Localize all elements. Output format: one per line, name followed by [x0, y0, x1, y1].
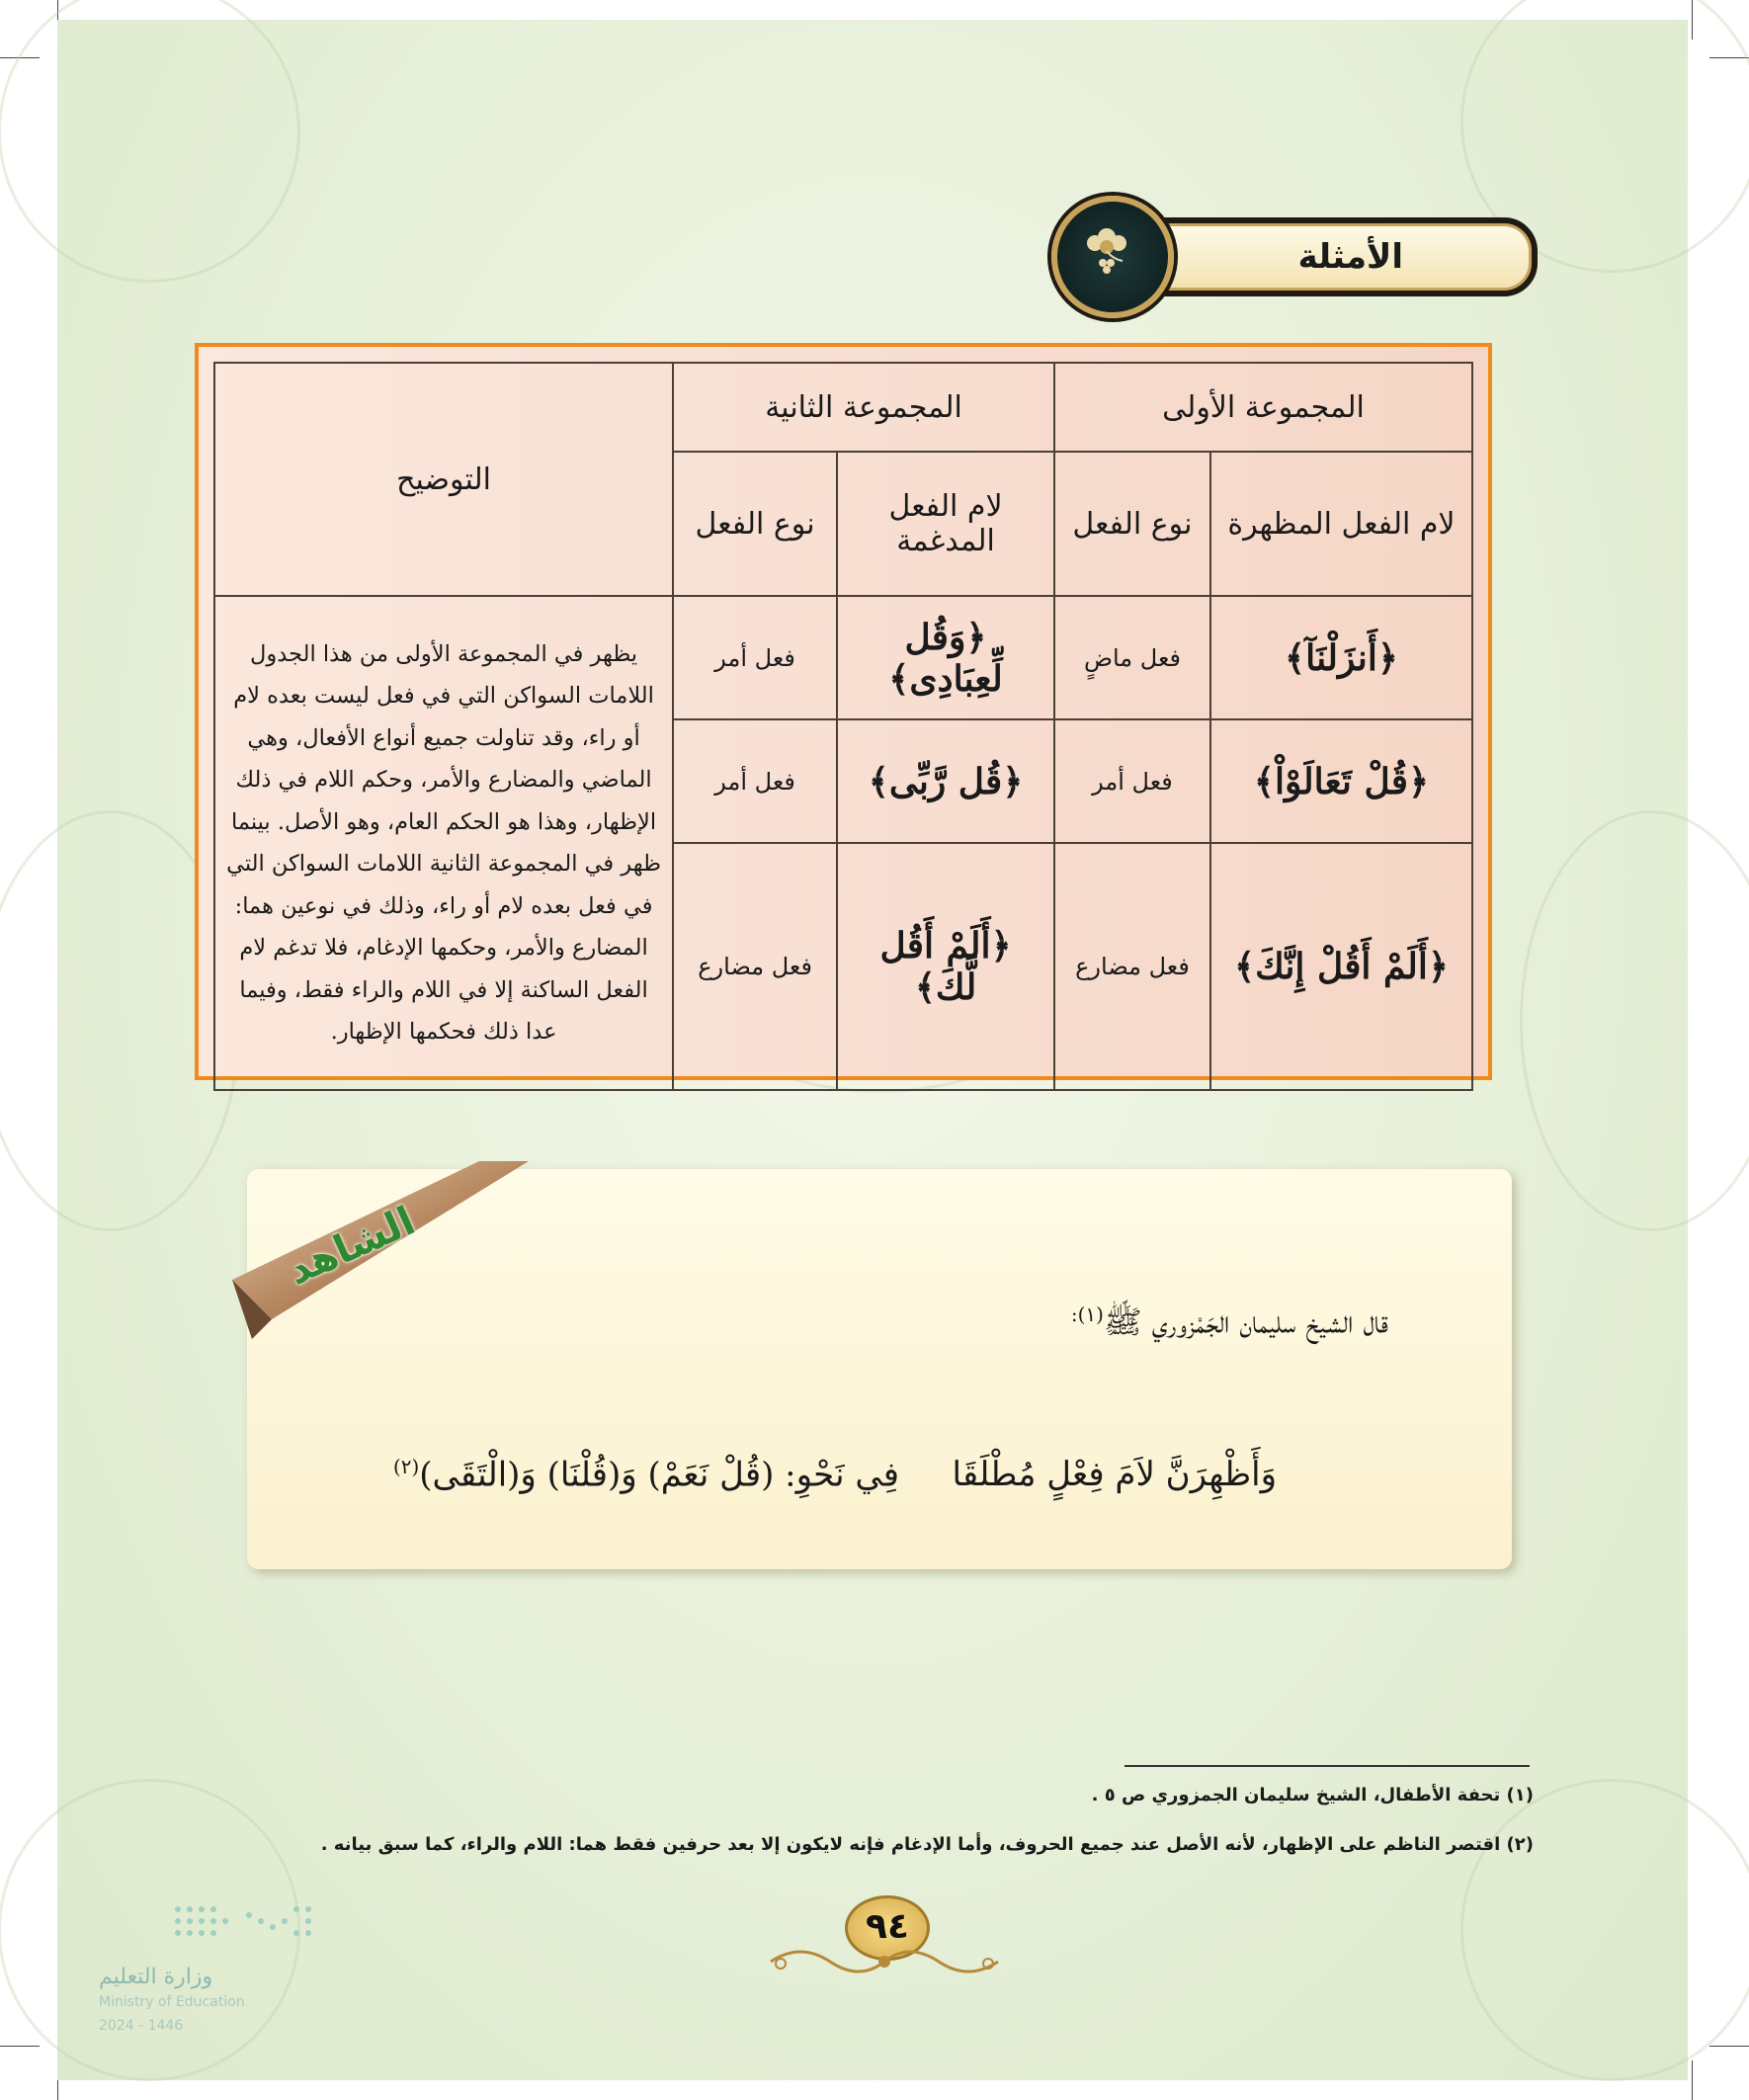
ministry-logo-icon	[170, 1899, 328, 1949]
lam-idgham-example: ﴿قُل رَّبِّى﴾	[837, 719, 1054, 843]
verb-type: فعل مضارع	[1054, 843, 1210, 1090]
section-title: الأمثلة	[1297, 237, 1403, 277]
lam-izhar-example: ﴿أَنزَلْنَآ﴾	[1210, 596, 1472, 719]
footnote-marker: (١):	[1070, 1302, 1104, 1326]
table-row	[214, 596, 1472, 719]
explanation-header: التوضيح	[214, 363, 673, 596]
evidence-intro	[1071, 1302, 1388, 1349]
ministry-name-en: Ministry of Education	[99, 1994, 245, 2010]
lam-izhar-example: ﴿قُلْ تَعَالَوْاْ﴾	[1210, 719, 1472, 843]
verb-type: فعل أمر	[1054, 719, 1210, 843]
verb-type: فعل أمر	[673, 596, 837, 719]
group1-header: المجموعة الأولى	[1054, 363, 1472, 452]
page-number: ٩٤	[845, 1895, 930, 1961]
explanation-text: يظهر في المجموعة الأولى من هذا الجدول اللامات السواكن التي في فعل ليست بعده لام أو راء، وقد تناولت جميع أنواع الأفعال، وهي الماضي والمضارع والأمر، وحكم اللام في ذلك الإظهار، وهذا هو الحكم العام، وهو الأصل. بينما ظهر في المجموعة الثانية اللامات السواكن التي في فعل بعده لام أو راء، وذلك في نوعين هما: المضارع والأمر، وحكمها الإدغام، فلا تدغم لام الفعل الساكنة إلا في اللام والراء فقط، وفيما عدا ذلك فحكمها الإظهار.	[214, 596, 673, 1090]
verb-type: فعل أمر	[673, 719, 837, 843]
crop-mark	[1709, 2046, 1749, 2047]
group2-header: المجموعة الثانية	[673, 363, 1054, 452]
background-ornament	[1460, 1779, 1749, 2081]
crop-mark	[1692, 2060, 1693, 2100]
examples-table-box	[195, 343, 1492, 1080]
background-ornament	[1520, 810, 1749, 1231]
verse-first-half: وَأَظْهِرَنَّ لاَمَ فِعْلٍ مُطْلَقَا	[952, 1455, 1277, 1494]
footnote-divider	[1124, 1765, 1530, 1767]
col-type2-header: نوع الفعل	[673, 452, 837, 596]
examples-table	[213, 362, 1473, 1091]
verb-type: فعل ماضٍ	[1054, 596, 1210, 719]
col-type1-header: نوع الفعل	[1054, 452, 1210, 596]
ribbon-label: الشاهد	[281, 1198, 422, 1295]
footnote-marker: (٢)	[392, 1455, 420, 1478]
crop-mark	[0, 2046, 40, 2047]
table-header-row	[214, 363, 1472, 452]
ministry-name-ar: وزارة التعليم	[99, 1965, 213, 1989]
flourish-ornament-icon	[761, 1942, 1008, 1981]
footnote-1: (١) تحفة الأطفال، الشيخ سليمان الجمزوري ص ٥ .	[1091, 1785, 1534, 1806]
col-lam-izhar-header: لام الفعل المظهرة	[1210, 452, 1472, 596]
verse-second-half	[393, 1455, 899, 1494]
verse-second-half-text: فِي نَحْوِ: (قُلْ نَعَمْ) وَ(قُلْنَا) وَ(الْتَقَى)	[419, 1455, 899, 1495]
verb-type: فعل مضارع	[673, 843, 837, 1090]
lam-idgham-example: ﴿وَقُل لِّعِبَادِى﴾	[837, 596, 1054, 719]
col-lam-idgham-header: لام الفعل المدغمة	[837, 452, 1054, 596]
section-header-badge	[1051, 208, 1536, 296]
background-ornament	[0, 0, 300, 283]
evidence-intro-text: قال الشيخ سليمان الجَمْزوري ﷺ	[1103, 1302, 1388, 1341]
lam-idgham-example: ﴿أَلَمْ أَقُل لَّكَ﴾	[837, 843, 1054, 1090]
ministry-year: 2024 - 1446	[99, 2018, 184, 2034]
lam-izhar-example: ﴿أَلَمْ أَقُلْ إِنَّكَ﴾	[1210, 843, 1472, 1090]
flower-emblem-icon	[1051, 196, 1174, 318]
footnote-2: (٢) اقتصر الناظم على الإظهار، لأنه الأصل عند جميع الحروف، وأما الإدغام فإنه لايكون إلا بعد حرفين فقط هما: اللام والراء، كما سبق بيانه .	[320, 1834, 1534, 1855]
